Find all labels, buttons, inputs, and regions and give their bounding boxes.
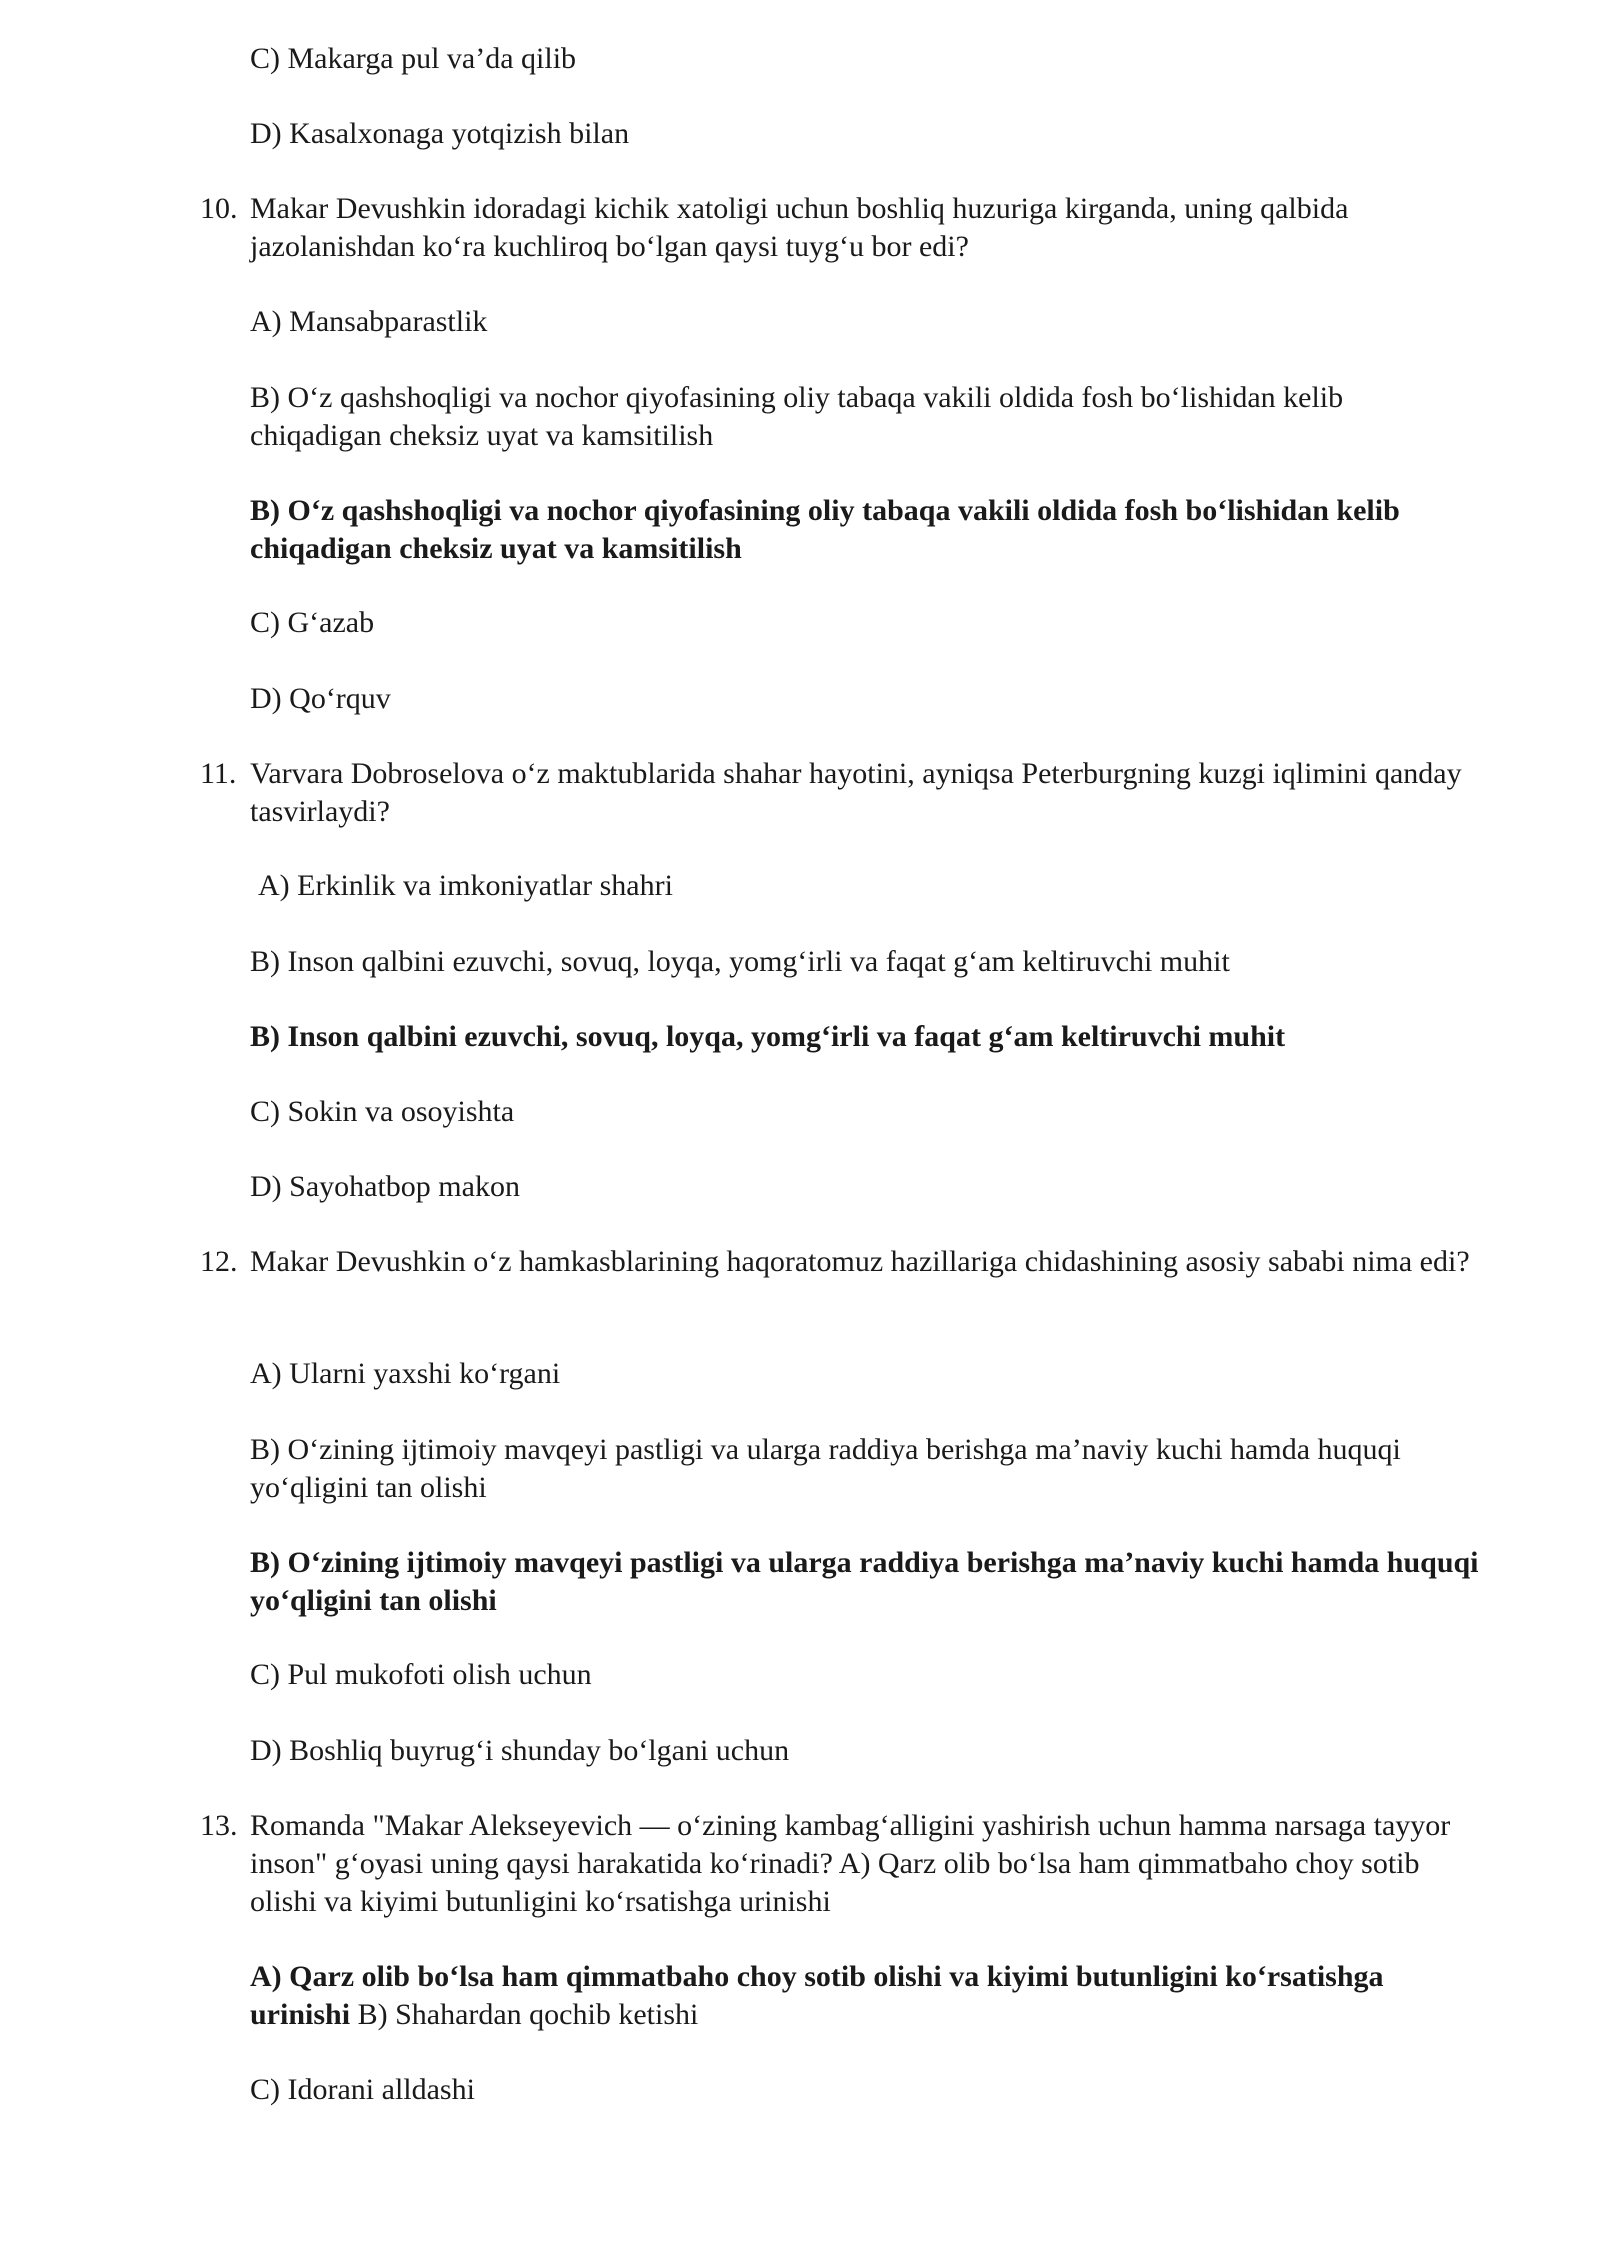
q12-option-b: B) O‘zining ijtimoiy mavqeyi pastligi va ularga raddiya berishga ma’naviy kuchi hamda huquqi yo‘qligini tan olishi — [250, 1433, 1401, 1504]
q12-option-a: A) Ularni yaxshi ko‘rgani — [250, 1357, 561, 1390]
q11-option-c: C) Sokin va osoyishta — [250, 1095, 515, 1128]
q12-answer: B) O‘zining ijtimoiy mavqeyi pastligi va ularga raddiya berishga ma’naviy kuchi hamda huquqi yo‘qligini tan olishi — [250, 1546, 1479, 1617]
q13-option-c: C) Idorani alldashi — [250, 2073, 475, 2106]
q9-option-c: C) Makarga pul va’da qilib — [250, 42, 577, 75]
q11-question: Varvara Dobroselova o‘z maktublarida shahar hayotini, ayniqsa Peterburgning kuzgi iqlimini qanday tasvirlaydi? — [250, 757, 1462, 828]
q10-answer: B) O‘z qashshoqligi va nochor qiyofasining oliy tabaqa vakili oldida fosh bo‘lishidan kelib chiqadigan cheksiz uyat va kamsitilish — [250, 494, 1400, 565]
q11-answer: B) Inson qalbini ezuvchi, sovuq, loyqa, yomg‘irli va faqat g‘am keltiruvchi muhit — [250, 1020, 1286, 1053]
q9-option-d: D) Kasalxonaga yotqizish bilan — [250, 117, 630, 150]
q13-answer: A) Qarz olib bo‘lsa ham qimmatbaho choy sotib olishi va kiyimi butunligini ko‘rsatishga urinishi — [250, 1960, 1384, 2031]
q11-option-d: D) Sayohatbop makon — [250, 1170, 520, 1203]
q10-option-c: C) G‘azab — [250, 606, 375, 639]
q10-option-b: B) O‘z qashshoqligi va nochor qiyofasining oliy tabaqa vakili oldida fosh bo‘lishidan kelib chiqadigan cheksiz uyat va kamsitilish — [250, 381, 1344, 452]
q11-option-a: A) Erkinlik va imkoniyatlar shahri — [258, 869, 673, 902]
q13-answer-paragraph — [250, 1958, 1480, 2034]
q12-question: Makar Devushkin o‘z hamkasblarining haqoratomuz hazillariga chidashining asosiy sababi nima edi? — [250, 1245, 1470, 1278]
q10-option-d: D) Qo‘rquv — [250, 682, 391, 715]
q10-option-a: A) Mansabparastlik — [250, 305, 488, 338]
q13-number: 13. — [200, 1809, 238, 1842]
q12-option-c: C) Pul mukofoti olish uchun — [250, 1658, 592, 1691]
q10-question: Makar Devushkin idoradagi kichik xatoligi uchun boshliq huzuriga kirganda, uning qalbida jazolanishdan ko‘ra kuchliroq bo‘lgan qaysi tuyg‘u bor edi? — [250, 192, 1349, 263]
q11-number: 11. — [200, 757, 237, 790]
q13-question: Romanda "Makar Alekseyevich — o‘zining kambag‘alligini yashirish uchun hamma narsaga tayyor inson" g‘oyasi uning qaysi harakatida ko‘rinadi? A) Qarz olib bo‘lsa ham qimmatbaho choy sotib olishi va kiyimi butunligini ko‘rsatishga urinishi — [250, 1809, 1451, 1918]
q11-option-b: B) Inson qalbini ezuvchi, sovuq, loyqa, yomg‘irli va faqat g‘am keltiruvchi muhit — [250, 945, 1230, 978]
q12-option-d: D) Boshliq buyrug‘i shunday bo‘lgani uchun — [250, 1734, 790, 1767]
q12-number: 12. — [200, 1245, 238, 1278]
q13-option-b: B) Shahardan qochib ketishi — [357, 1998, 699, 2031]
q10-number: 10. — [200, 192, 238, 225]
